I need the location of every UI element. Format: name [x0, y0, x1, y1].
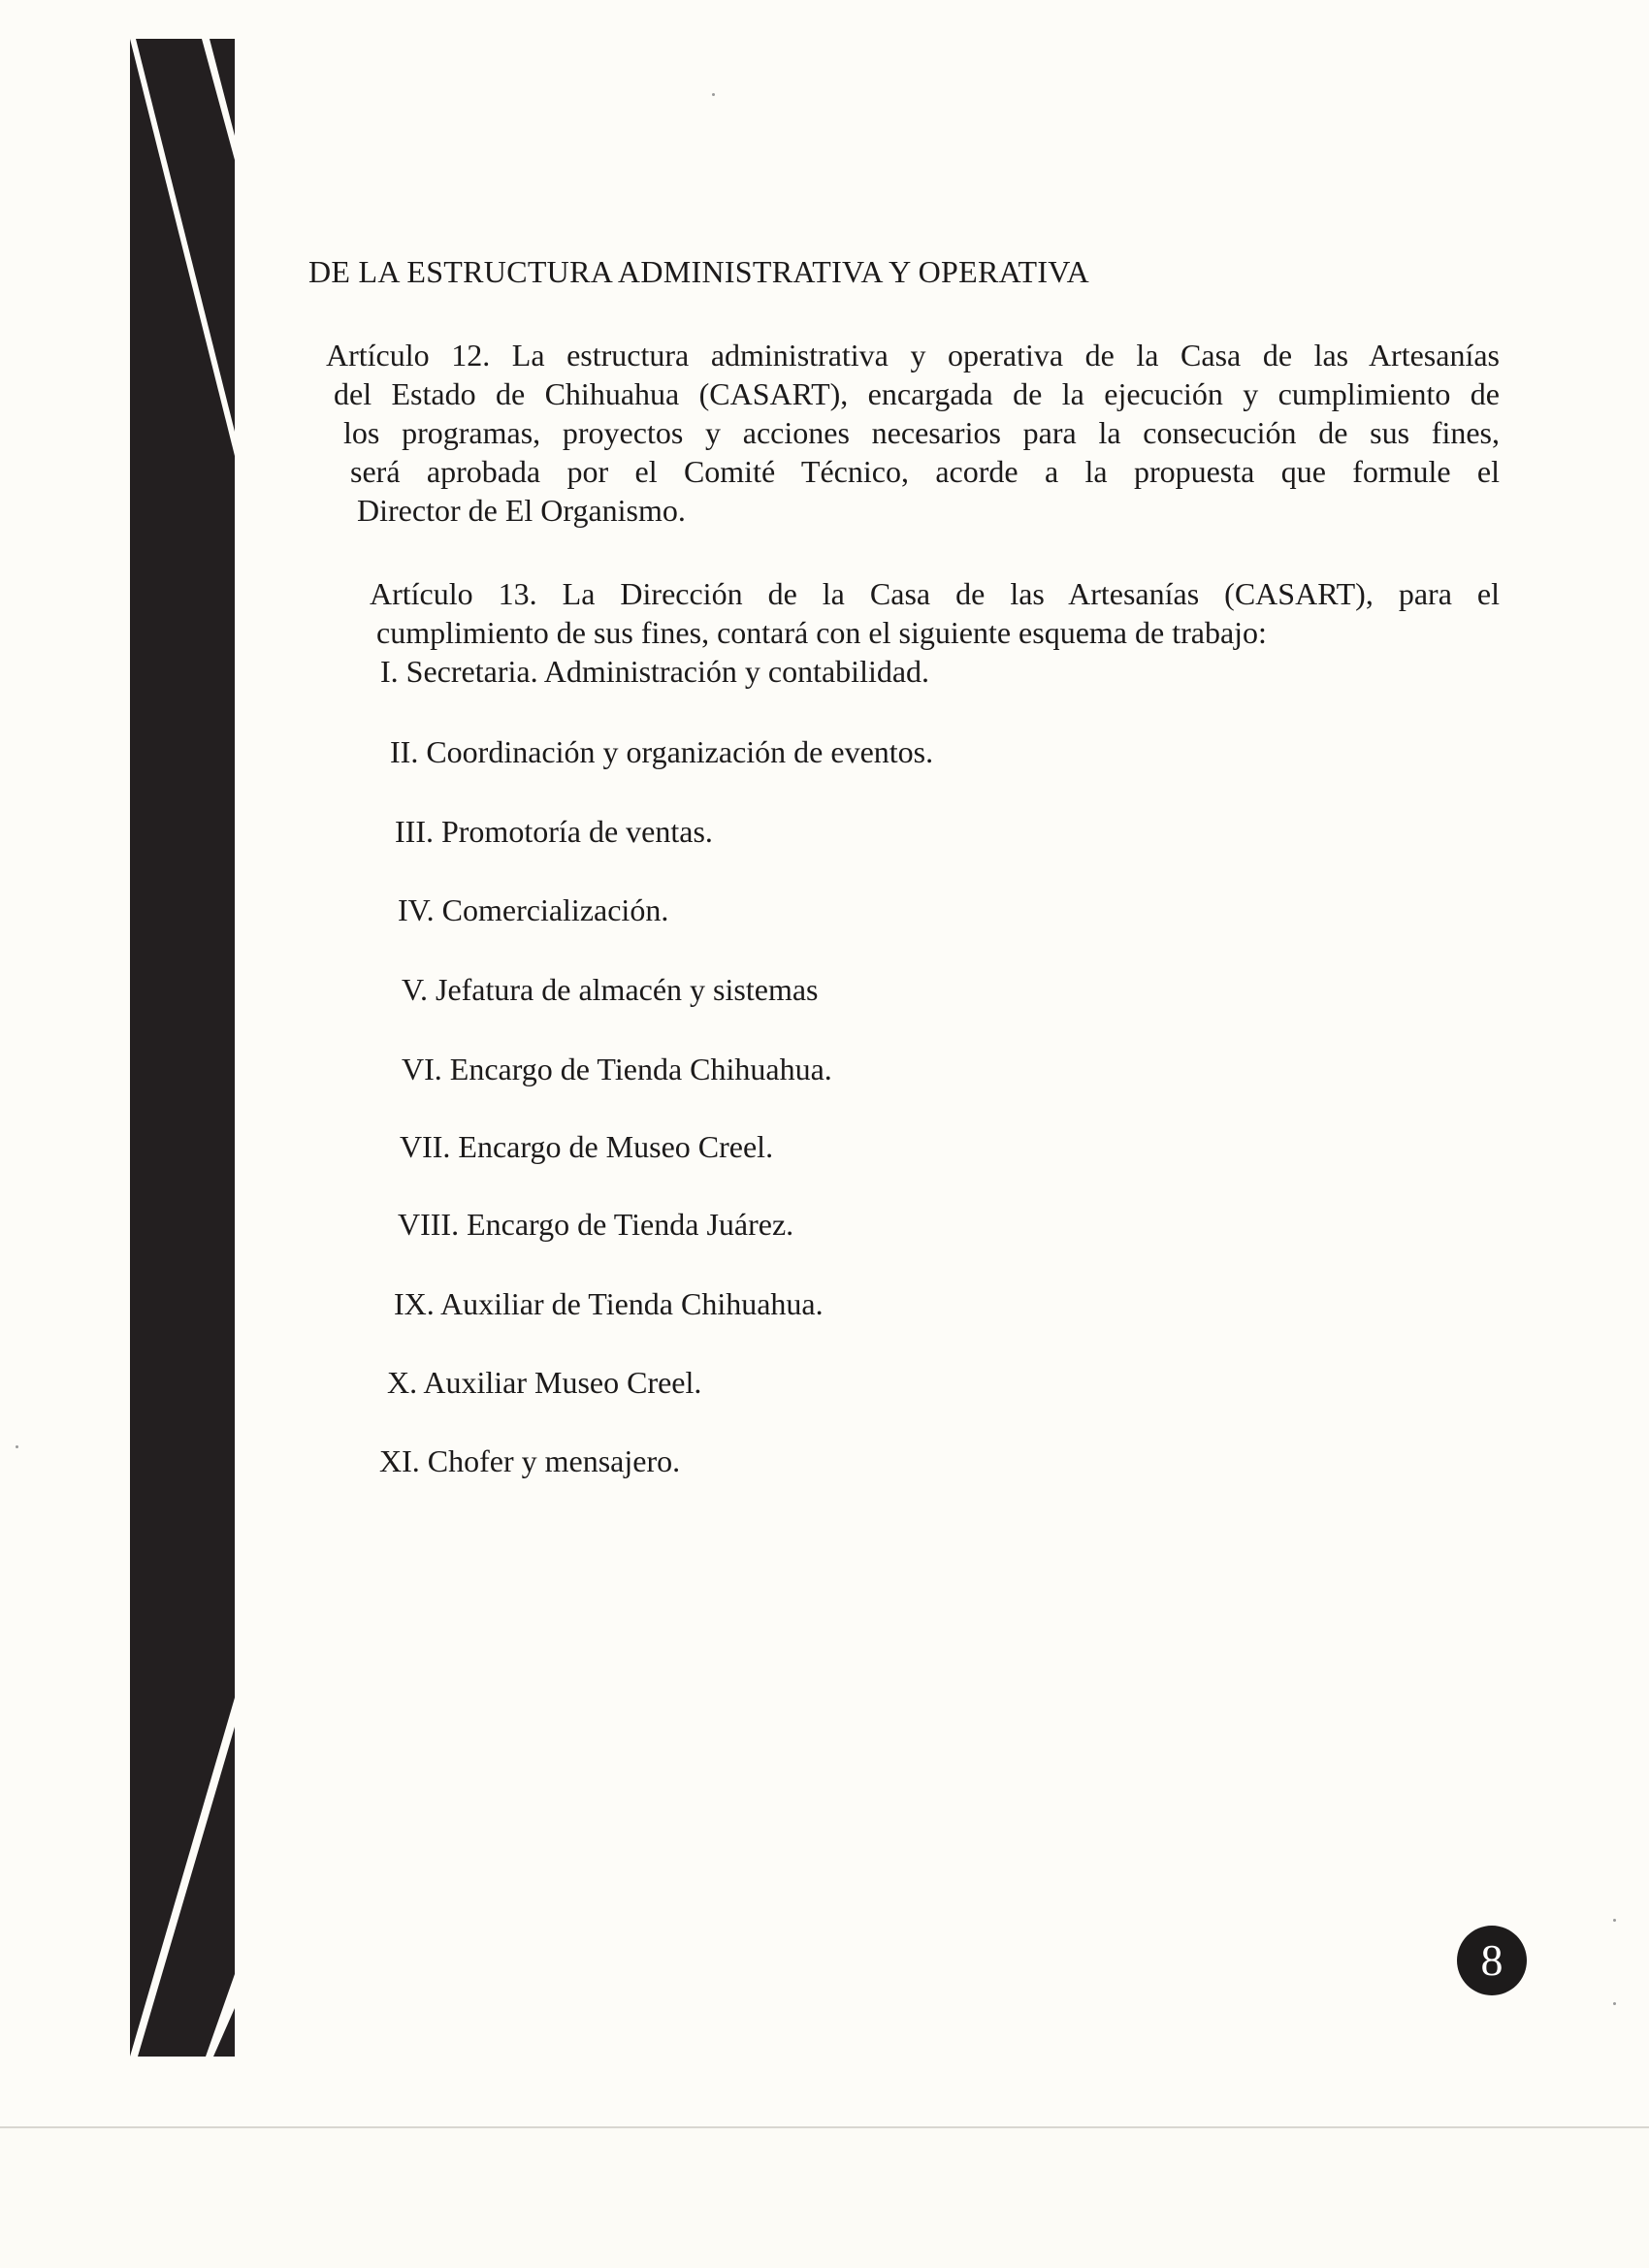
structure-list-item: IX. Auxiliar de Tienda Chihuahua. [394, 1286, 824, 1321]
article-13-line: Artículo 13. La Dirección de la Casa de las Artesanías (CASART), para el [370, 576, 1500, 611]
scan-speck [712, 93, 715, 96]
article-12-line: Director de El Organismo. [357, 493, 686, 528]
page-number-badge: 8 [1457, 1926, 1527, 1995]
section-heading: DE LA ESTRUCTURA ADMINISTRATIVA Y OPERATIVA [308, 254, 1089, 289]
structure-list-item: I. Secretaria. Administración y contabilidad. [380, 654, 930, 689]
structure-list-item: VI. Encargo de Tienda Chihuahua. [402, 1052, 832, 1086]
article-12-paragraph [326, 336, 1500, 530]
structure-list-item: III. Promotoría de ventas. [395, 814, 713, 849]
article-12-line: Artículo 12. La estructura administrativa y operativa de la Casa de las Artesanías [326, 338, 1500, 373]
structure-list-item: VII. Encargo de Museo Creel. [400, 1129, 774, 1164]
article-13-line: cumplimiento de sus fines, contará con el siguiente esquema de trabajo: [376, 615, 1267, 650]
article-12-line: del Estado de Chihuahua (CASART), encargada de la ejecución y cumplimiento de [334, 376, 1500, 411]
article-12-line: los programas, proyectos y acciones necesarios para la consecución de sus fines, [343, 415, 1500, 450]
structure-list-item: II. Coordinación y organización de eventos. [390, 734, 934, 769]
structure-list-item: V. Jefatura de almacén y sistemas [402, 972, 819, 1007]
structure-list-item: XI. Chofer y mensajero. [379, 1443, 681, 1478]
scan-speck [1613, 2002, 1616, 2005]
scan-speck [1613, 1919, 1616, 1922]
decorative-side-band [130, 39, 235, 2057]
article-13-paragraph [370, 574, 1500, 652]
structure-list-item: VIII. Encargo de Tienda Juárez. [398, 1207, 794, 1242]
article-12-line: será aprobada por el Comité Técnico, acorde a la propuesta que formule el [350, 454, 1500, 489]
structure-list-item: IV. Comercialización. [398, 892, 669, 927]
scan-speck [16, 1445, 18, 1448]
structure-list-item: X. Auxiliar Museo Creel. [387, 1365, 702, 1400]
